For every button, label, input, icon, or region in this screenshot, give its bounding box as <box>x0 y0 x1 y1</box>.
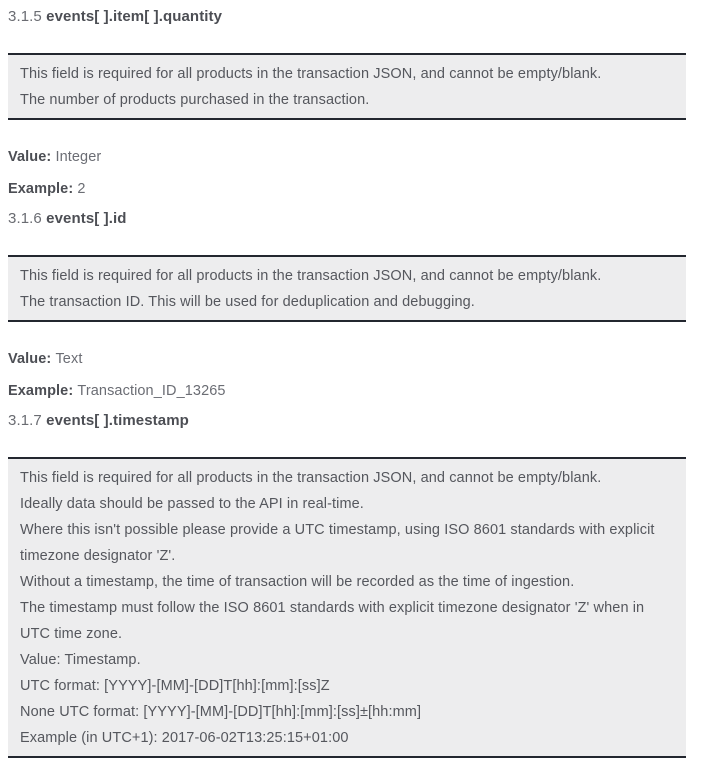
value-line <box>8 351 686 368</box>
example-label: Example: <box>8 181 78 197</box>
section-title: events[ ].id <box>46 210 127 227</box>
note-paragraph: The number of products purchased in the transaction. <box>20 92 370 108</box>
note-paragraph: Example (in UTC+1): 2017-06-02T13:25:15+01:00 <box>20 730 349 746</box>
section-heading-timestamp <box>8 413 686 428</box>
example-text: 2 <box>77 181 86 197</box>
note-box-quantity <box>8 53 686 120</box>
example-label: Example: <box>8 383 78 399</box>
note-paragraph: This field is required for all products in the transaction JSON, and cannot be empty/blank. <box>20 268 602 284</box>
example-text: Transaction_ID_13265 <box>77 383 226 399</box>
value-label: Value: <box>8 351 56 367</box>
note-paragraph: None UTC format: [YYYY]-[MM]-[DD]T[hh]:[mm]:[ss]±[hh:mm] <box>20 704 422 720</box>
note-paragraph: Where this isn't possible please provide a UTC timestamp, using ISO 8601 standards with explicit timezone designator 'Z'. <box>20 522 655 564</box>
note-paragraph: UTC format: [YYYY]-[MM]-[DD]T[hh]:[mm]:[ss]Z <box>20 678 330 694</box>
section-number: 3.1.6 <box>8 210 47 227</box>
note-paragraph: The transaction ID. This will be used for deduplication and debugging. <box>20 294 475 310</box>
section-heading-quantity <box>8 9 686 24</box>
section-number: 3.1.5 <box>8 8 47 25</box>
value-line <box>8 149 686 166</box>
note-paragraph: Ideally data should be passed to the API in real-time. <box>20 496 364 512</box>
note-paragraph: This field is required for all products in the transaction JSON, and cannot be empty/blank. <box>20 66 602 82</box>
example-line <box>8 383 686 400</box>
value-label: Value: <box>8 149 56 165</box>
note-paragraph: Value: Timestamp. <box>20 652 141 668</box>
note-paragraph: Without a timestamp, the time of transaction will be recorded as the time of ingestion. <box>20 574 575 590</box>
section-title: events[ ].timestamp <box>46 412 189 429</box>
value-text: Text <box>55 351 83 367</box>
value-text: Integer <box>55 149 102 165</box>
note-box-id <box>8 255 686 322</box>
section-heading-id <box>8 211 686 226</box>
note-box-timestamp <box>8 457 686 758</box>
example-line <box>8 181 686 198</box>
section-number: 3.1.7 <box>8 412 47 429</box>
note-paragraph: The timestamp must follow the ISO 8601 standards with explicit timezone designator 'Z' when in UTC time zone. <box>20 600 645 642</box>
note-paragraph: This field is required for all products in the transaction JSON, and cannot be empty/blank. <box>20 470 602 486</box>
section-title: events[ ].item[ ].quantity <box>46 8 223 25</box>
